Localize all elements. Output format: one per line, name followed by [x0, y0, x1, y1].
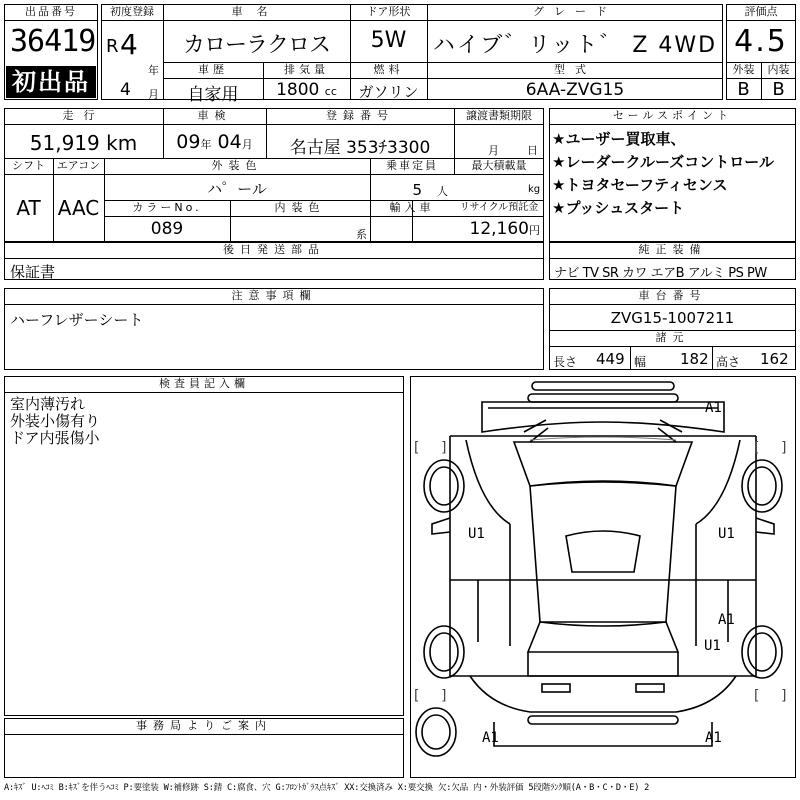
car-name-value: カローラクロス — [182, 33, 330, 58]
recycle-unit: 円 — [529, 224, 540, 237]
mark-rear-right: A1 — [705, 730, 722, 746]
bracket-left-front-close: ] — [440, 440, 449, 456]
aircon-label: エアコン — [56, 159, 101, 172]
mark-right-middle: A1 — [718, 612, 735, 628]
notes-value: ハーフレザーシート — [10, 311, 144, 329]
notes-label: 注意事項欄 — [231, 289, 317, 302]
exterior-color-value: ハ゜ール — [207, 180, 267, 198]
score-label: 評価点 — [744, 5, 778, 18]
height-label: 高さ — [716, 355, 741, 369]
grade-label: グレード — [533, 5, 617, 18]
shift-value: AT — [16, 196, 41, 220]
inspection-label: 車検 — [197, 109, 232, 122]
inspection-value — [163, 131, 266, 153]
import-label: 輸入車 — [389, 201, 435, 214]
first-listing-badge: 初出品 — [6, 66, 96, 98]
displacement-label: 排気量 — [284, 63, 329, 76]
lot-label: 出品番号 — [25, 5, 77, 18]
bracket-left-rear-close: ] — [440, 688, 449, 704]
first-reg-month: 4 — [120, 80, 131, 100]
model-label: 型式 — [554, 63, 596, 76]
mileage-value — [4, 131, 163, 155]
width-value: 182 — [680, 350, 709, 368]
plate-value: 名古屋 353ﾁ3300 — [289, 138, 431, 158]
mark-right-front: U1 — [718, 526, 735, 542]
fuel-label: 燃料 — [373, 63, 404, 76]
mark-rear-left: A1 — [482, 730, 499, 746]
bracket-right-front-close: ] — [780, 440, 789, 456]
first-reg-label: 初度登録 — [110, 5, 154, 18]
equipment-label: 純正装備 — [638, 243, 707, 256]
bracket-right-rear-close: ] — [780, 688, 789, 704]
displacement-number: 1800 — [276, 80, 320, 100]
max-load-label: 最大積載量 — [471, 159, 527, 172]
door-value: 5W — [370, 28, 407, 53]
delivery-parts-label: 後日発送部品 — [223, 243, 325, 256]
first-reg-year-unit: 年 — [148, 64, 159, 77]
capacity-unit: 人 — [437, 185, 448, 198]
capacity-label: 乗車定員 — [386, 159, 438, 172]
capacity-value — [370, 179, 454, 200]
transfer-doc-label: 譲渡書類期限 — [466, 109, 532, 122]
inspector-line-1: 室内薄汚れ — [10, 395, 86, 413]
car-diagram — [410, 376, 796, 778]
inspector-line-2: 外装小傷有り — [10, 412, 101, 430]
car-name-label: 車名 — [231, 5, 282, 18]
exterior-color-label: 外装色 — [211, 159, 263, 172]
chassis-label: 車台番号 — [638, 289, 707, 302]
model-value: 6AA-ZVG15 — [525, 80, 625, 100]
inspection-month: 04 — [217, 131, 242, 153]
aircon-value: AAC — [57, 196, 100, 220]
transfer-doc-day-unit: 日 — [527, 144, 538, 157]
int-score-label: 内装 — [767, 63, 790, 76]
interior-color-label: 内装色 — [274, 201, 326, 214]
first-reg-era: R — [106, 36, 119, 57]
ext-score-label: 外装 — [732, 63, 755, 76]
score-value: 4.5 — [734, 24, 788, 59]
bracket-left-rear: [ — [412, 688, 421, 704]
max-load-unit: kg — [528, 184, 541, 195]
bracket-right-rear: [ — [752, 688, 761, 704]
color-no-label: カラーNo. — [132, 201, 202, 214]
lot-number: 36419 — [10, 24, 96, 59]
delivery-parts-value: 保証書 — [10, 263, 56, 281]
displacement-unit: cc — [324, 85, 337, 98]
width-label: 幅 — [634, 355, 647, 369]
sales-point-4: ★プッシュスタート — [552, 199, 685, 217]
int-score-value: B — [772, 79, 785, 100]
mark-right-rear: U1 — [704, 638, 721, 654]
dimensions-label: 諸元 — [655, 331, 690, 344]
first-reg-month-unit: 月 — [148, 88, 159, 101]
bracket-right-front: [ — [752, 440, 761, 456]
plate-label: 登録番号 — [326, 109, 394, 122]
length-value: 449 — [596, 350, 625, 368]
sales-points-label: セールスポイント — [612, 109, 732, 122]
inspection-year: 09 — [176, 131, 201, 153]
grade-value: ハイブ゛リット゛ Z 4WD — [432, 33, 718, 58]
door-label: ドア形状 — [366, 5, 411, 18]
chassis-value: ZVG15-1007211 — [610, 309, 735, 327]
displacement-value — [263, 80, 350, 100]
mileage-unit: km — [106, 131, 138, 155]
history-label: 車歴 — [198, 63, 228, 76]
capacity-number: 5 — [412, 181, 422, 199]
inspection-year-unit: 年 — [200, 138, 212, 151]
transfer-doc-month-unit: 月 — [488, 144, 499, 157]
mileage-label: 走行 — [62, 109, 105, 122]
mileage-number: 51,919 — [29, 131, 100, 155]
fuel-value: ガソリン — [358, 83, 419, 101]
first-reg-year: 4 — [120, 28, 138, 61]
mark-front: A1 — [705, 400, 722, 416]
recycle-label: リサイクル預託金 — [459, 202, 539, 213]
mark-left-front: U1 — [468, 526, 485, 542]
inspector-line-3: ドア内張傷小 — [10, 429, 100, 447]
bracket-left-front: [ — [412, 440, 421, 456]
office-label: 事務局よりご案内 — [136, 719, 272, 732]
interior-color-unit: 系 — [356, 228, 367, 241]
height-value: 162 — [760, 350, 789, 368]
sales-point-3: ★トヨタセーフティセンス — [552, 176, 728, 194]
history-value: 自家用 — [187, 85, 239, 105]
inspector-label: 検査員記入欄 — [159, 377, 249, 390]
recycle-value — [454, 219, 544, 239]
inspection-month-unit: 月 — [241, 138, 253, 151]
shift-label: シフト — [12, 159, 45, 172]
ext-score-value: B — [737, 79, 750, 100]
legend: A:ｷｽﾞ U:ﾍｺﾐ B:ｷｽﾞを伴うﾍｺﾐ P:要塗装 W:補修跡 S:錆 C:腐食、穴 G:ﾌﾛﾝﾄｶﾞﾗｽ点ｷｽﾞ XX:交換済み X:要交換 欠:欠品 内・外装評価 5段階ﾗﾝｸ順(A・B・C・D・E) 2 — [4, 783, 650, 793]
recycle-number: 12,160 — [469, 219, 529, 239]
color-no-value: 089 — [150, 219, 184, 239]
length-label: 長さ — [553, 355, 578, 369]
sales-point-2: ★レーダークルーズコントロール — [552, 153, 774, 171]
equipment-value: ナビ TV SR カワ エアB アルミ PS PW — [554, 266, 767, 281]
sales-point-1: ★ユーザー買取車、 — [552, 130, 686, 148]
